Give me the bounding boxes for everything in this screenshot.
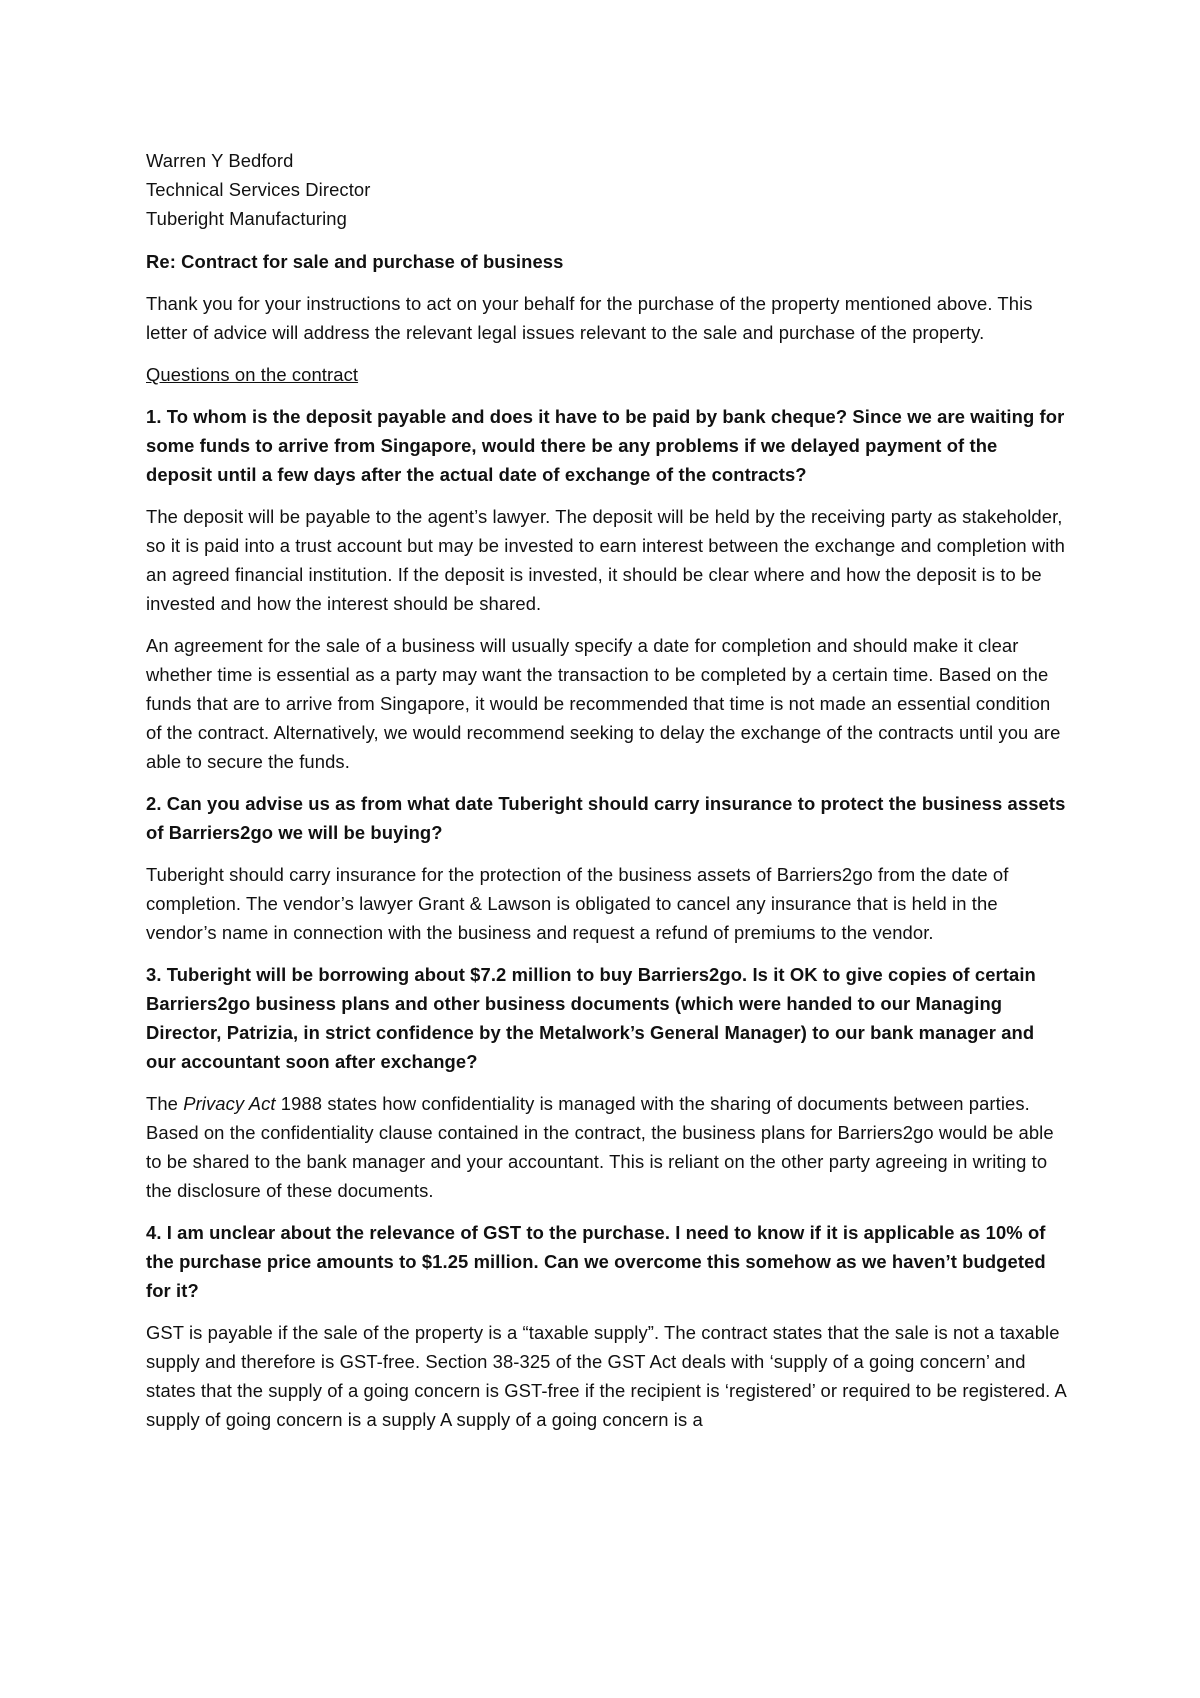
question-2: 2. Can you advise us as from what date Tuberight should carry insurance to protect the business assets of Barriers2go we will be buying?	[146, 793, 1066, 843]
subject-line: Re: Contract for sale and purchase of business	[146, 251, 564, 272]
section-heading: Questions on the contract	[146, 364, 359, 385]
recipient-name: Warren Y Bedford	[146, 150, 294, 171]
recipient-block	[146, 146, 1066, 233]
answer-3	[146, 1089, 1066, 1205]
answer-3-prefix: The	[146, 1093, 184, 1114]
answer-3-rest: 1988 states how confidentiality is managed with the sharing of documents between parties. Based on the confidentiality clause contained in the contract, the business plans for Barriers2go would be able to be shared to the bank manager and your accountant. This is reliant on the other party agreeing in writing to the disclosure of these documents.	[146, 1093, 1054, 1201]
question-1: 1. To whom is the deposit payable and does it have to be paid by bank cheque? Since we are waiting for some funds to arrive from Singapore, would there be any problems if we delayed payment of the deposit until a few days after the actual date of exchange of the contracts?	[146, 406, 1065, 485]
letter-page	[146, 146, 1066, 1434]
answer-4: GST is payable if the sale of the property is a “taxable supply”. The contract states that the sale is not a taxable supply and therefore is GST-free. Section 38-325 of the GST Act deals with ‘supply of a going concern’ and states that the supply of a going concern is GST-free if the recipient is ‘registered’ or required to be registered. A supply of going concern is a supply A supply of a going concern is a	[146, 1322, 1066, 1430]
question-3: 3. Tuberight will be borrowing about $7.2 million to buy Barriers2go. Is it OK to give copies of certain Barriers2go business plans and other business documents (which were handed to our Managing Director, Patrizia, in strict confidence by the Metalwork’s General Manager) to our bank manager and our accountant soon after exchange?	[146, 964, 1036, 1072]
privacy-act-title: Privacy Act	[183, 1093, 276, 1114]
answer-1-paragraph-1: The deposit will be payable to the agent’s lawyer. The deposit will be held by the receiving party as stakeholder, so it is paid into a trust account but may be invested to earn interest between the exchange and completion with an agreed financial institution. If the deposit is invested, it should be clear where and how the deposit is to be invested and how the interest should be shared.	[146, 506, 1066, 614]
recipient-title: Technical Services Director	[146, 179, 371, 200]
question-4: 4. I am unclear about the relevance of GST to the purchase. I need to know if it is applicable as 10% of the purchase price amounts to $1.25 million. Can we overcome this somehow as we haven’t budgeted for it?	[146, 1222, 1046, 1301]
answer-2: Tuberight should carry insurance for the protection of the business assets of Barriers2go from the date of completion. The vendor’s lawyer Grant & Lawson is obligated to cancel any insurance that is held in the vendor’s name in connection with the business and request a refund of premiums to the vendor.	[146, 864, 1009, 943]
answer-1-paragraph-2: An agreement for the sale of a business will usually specify a date for completion and should make it clear whether time is essential as a party may want the transaction to be completed by a certain time. Based on the funds that are to arrive from Singapore, it would be recommended that time is not made an essential condition of the contract. Alternatively, we would recommend seeking to delay the exchange of the contracts until you are able to secure the funds.	[146, 635, 1061, 772]
intro-paragraph: Thank you for your instructions to act on your behalf for the purchase of the property mentioned above. This letter of advice will address the relevant legal issues relevant to the sale and purchase of the property.	[146, 293, 1033, 343]
recipient-company: Tuberight Manufacturing	[146, 208, 347, 229]
